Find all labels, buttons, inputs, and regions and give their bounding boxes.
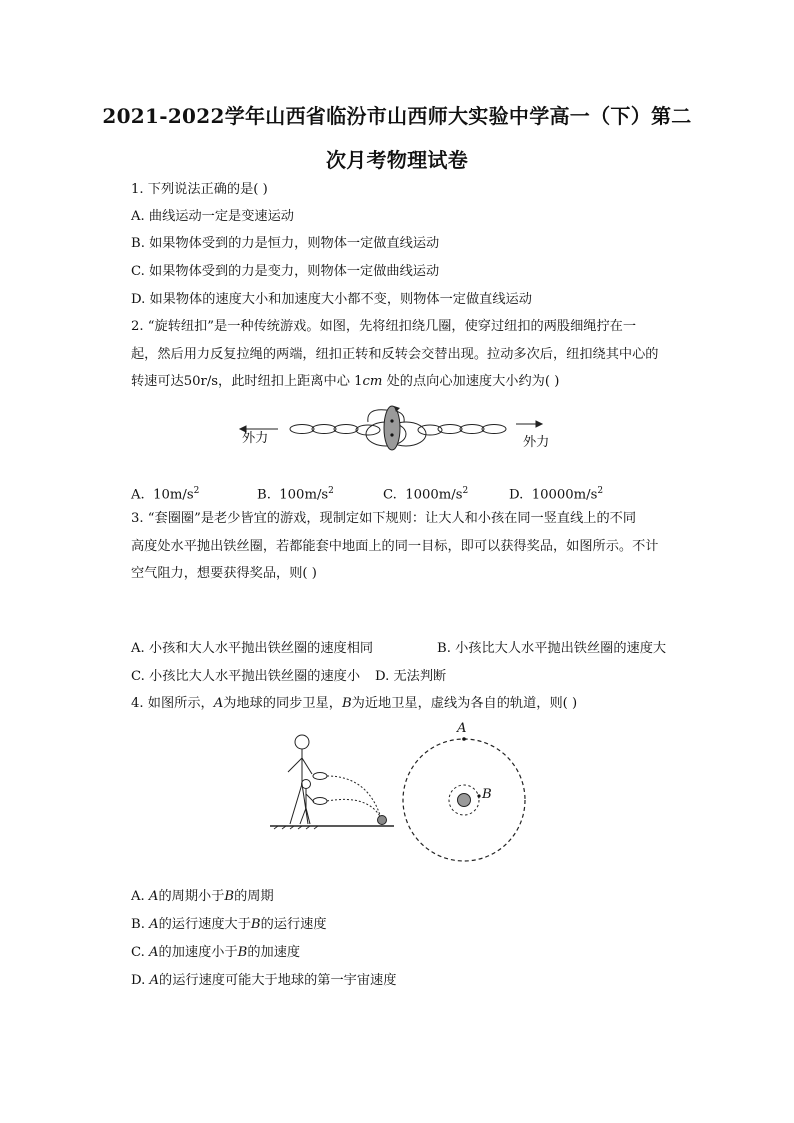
q2-stem-line2: 起，然后用力反复拉绳的两端，纽扣正转和反转会交替出现。拉动多次后，纽扣绕其中心的 xyxy=(131,347,659,362)
q4-option-d: D. A的运行速度可能大于地球的第一宇宙速度 xyxy=(131,973,397,988)
q1-option-d: D. 如果物体的速度大小和加速度大小都不变，则物体一定做直线运动 xyxy=(131,292,532,307)
right-force-label: 外力 xyxy=(523,435,550,450)
q3-stem-line2: 高度处水平抛出铁丝圈，若都能套中地面上的同一目标，即可以获得奖品，如图所示。不计 xyxy=(131,539,659,554)
spinning-button-figure xyxy=(236,404,556,474)
q2-stem-line3 xyxy=(131,373,559,391)
q3-option-d: D. 无法判断 xyxy=(375,669,447,684)
q3-stem-line3: 空气阻力，想要获得奖品，则( ) xyxy=(131,566,317,581)
q4-stem: 4. 如图所示，A为地球的同步卫星，B为近地卫星，虚线为各自的轨道，则( ) xyxy=(131,696,578,711)
q3-option-c: C. 小孩比大人水平抛出铁丝圈的速度小 xyxy=(131,669,361,684)
paper-title-line1: 2021-2022学年山西省临汾市山西师大实验中学高一（下）第二 xyxy=(102,104,692,128)
satellite-orbit-figure xyxy=(400,736,530,866)
q4-option-b: B. A的运行速度大于B的运行速度 xyxy=(131,917,327,932)
q4-option-c: C. A的加速度小于B的加速度 xyxy=(131,945,301,960)
q1-option-b: B. 如果物体受到的力是恒力，则物体一定做直线运动 xyxy=(131,236,440,251)
q1-option-a: A. 曲线运动一定是变速运动 xyxy=(131,209,294,224)
q3-option-a: A. 小孩和大人水平抛出铁丝圈的速度相同 xyxy=(131,641,374,656)
q2-unit-cm: cm xyxy=(362,374,383,389)
earth xyxy=(458,794,471,807)
q2-option-d: D. $10000m/s^2$ xyxy=(509,486,604,503)
q2-stem-line3-b: 处的点向心加速度大小约为( ) xyxy=(382,374,560,389)
q4-symbol-a: A xyxy=(213,696,224,711)
q2-option-a: A. $10m/s^2$ xyxy=(131,486,200,503)
q3-option-b: B. 小孩比大人水平抛出铁丝圈的速度大 xyxy=(437,641,667,656)
left-force-label: 外力 xyxy=(242,431,269,446)
q4-option-a: A. A的周期小于B的周期 xyxy=(131,889,274,904)
ring-toss-figure xyxy=(268,732,398,832)
paper-title-line2: 次月考物理试卷 xyxy=(325,148,469,172)
q2-option-c: C. $1000m/s^2$ xyxy=(383,486,469,503)
q1-stem: 1. 下列说法正确的是( ) xyxy=(131,182,268,197)
button-disc xyxy=(384,406,400,450)
q4-symbol-b: B xyxy=(341,696,352,711)
satellite-b-label: B xyxy=(482,787,492,802)
q2-option-b: B. $100m/s^2$ xyxy=(257,486,334,503)
q3-stem-line1: 3. “套圈圈”是老少皆宜的游戏，现制定如下规则：让大人和小孩在同一竖直线上的不同 xyxy=(131,511,637,526)
satellite-b-dot xyxy=(477,794,480,797)
q2-stem-line1: 2. “旋转纽扣”是一种传统游戏。如图，先将纽扣绕几圈，使穿过纽扣的两股细绳拧在一 xyxy=(131,319,637,334)
q1-option-c: C. 如果物体受到的力是变力，则物体一定做曲线运动 xyxy=(131,264,440,279)
satellite-a-label: A xyxy=(457,721,467,736)
q2-stem-line3-a: 转速可达50r/s，此时纽扣上距离中心 1 xyxy=(131,374,363,389)
